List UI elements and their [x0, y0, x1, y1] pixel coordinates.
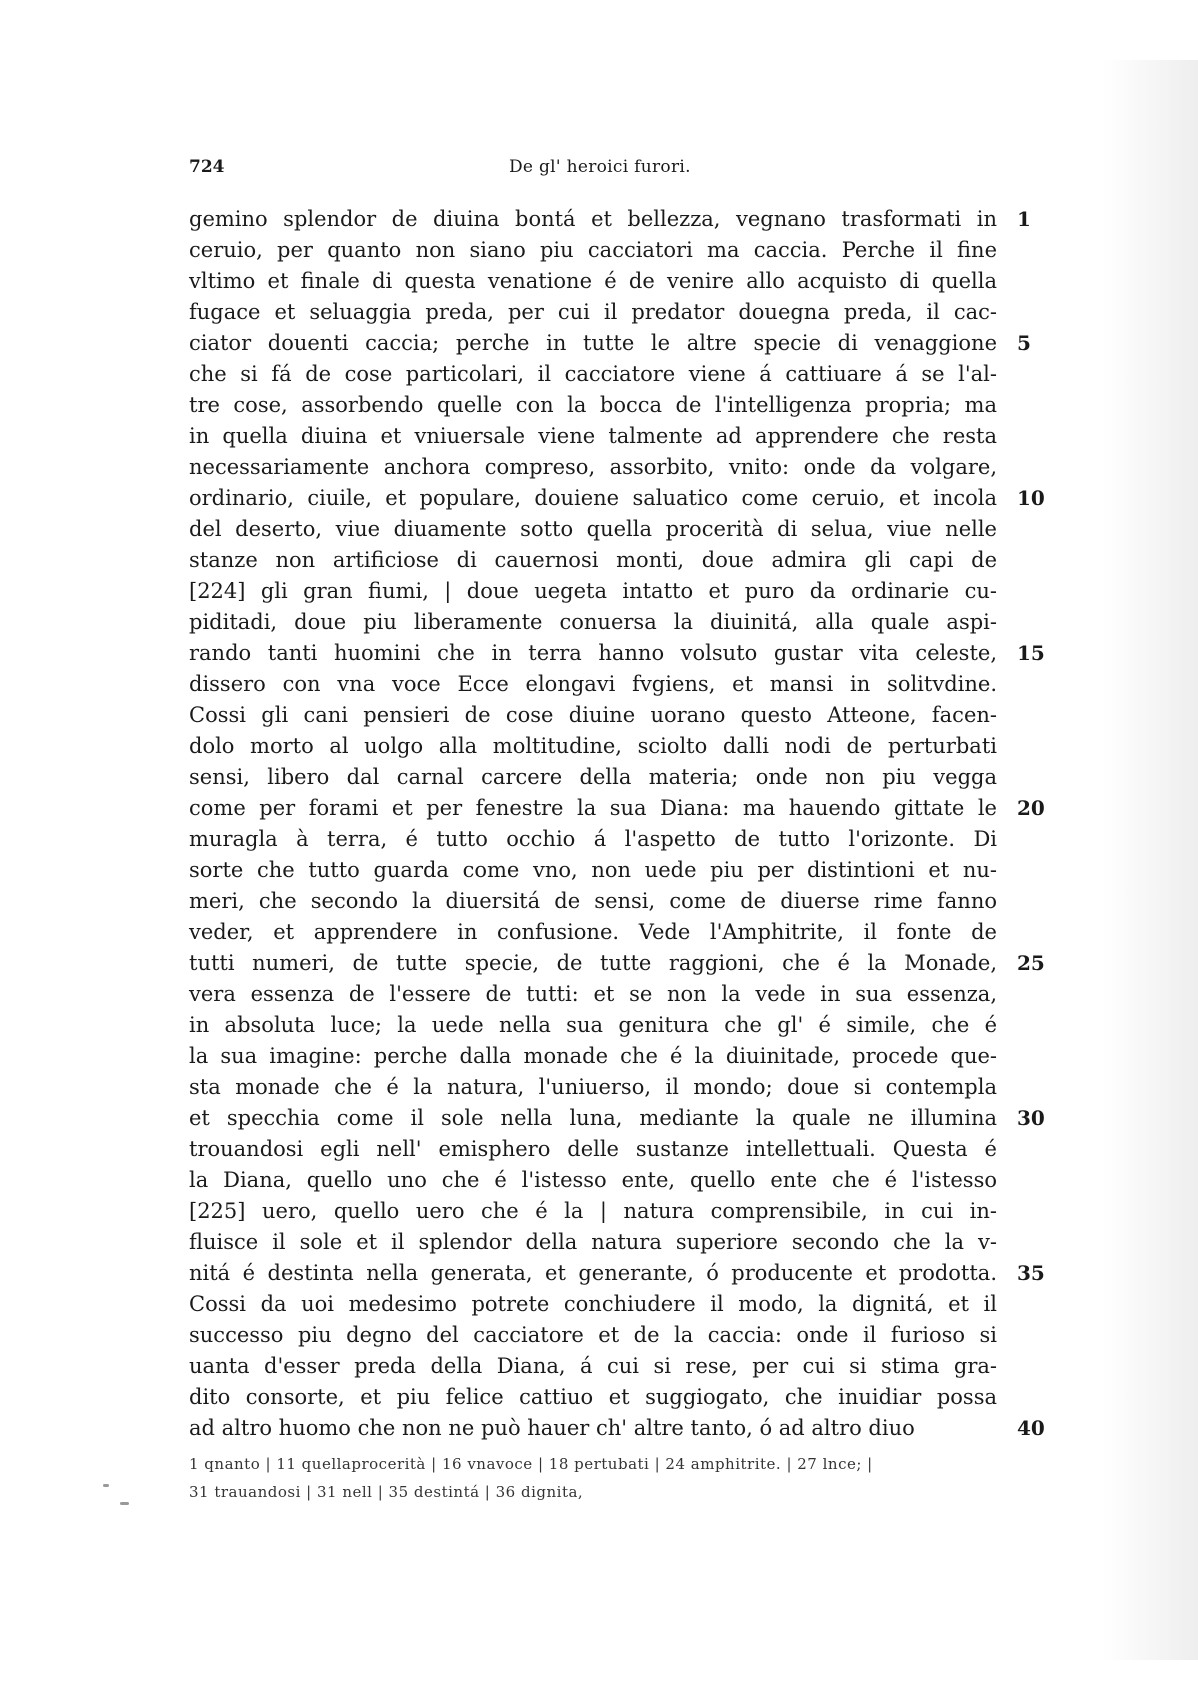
text-line	[189, 514, 997, 545]
text-line	[189, 1072, 997, 1103]
line-text: vera essenza de l'essere de tutti: et se non la vede in sua essenza,	[189, 982, 997, 1006]
line-text: successo piu degno del cacciatore et de la caccia: onde il furioso si	[189, 1323, 997, 1347]
footnote-line: 31 trauandosi | 31 nell | 35 destintá | 36 dignita,	[189, 1483, 584, 1501]
line-number: 30	[1017, 1106, 1045, 1130]
line-text: [224] gli gran fiumi, | doue uegeta intatto et puro da ordinarie cu-	[189, 579, 997, 603]
page-header	[189, 157, 989, 183]
line-number: 40	[1017, 1416, 1045, 1440]
line-text: la Diana, quello uno che é l'istesso ente, quello ente che é l'istesso	[189, 1168, 997, 1192]
text-line	[189, 917, 997, 948]
scan-speck	[120, 1502, 129, 1505]
running-title: De gl' heroici furori.	[509, 157, 691, 177]
line-text: sensi, libero dal carnal carcere della materia; onde non piu vegga	[189, 765, 997, 789]
line-text: veder, et apprendere in confusione. Vede l'Amphitrite, il fonte de	[189, 920, 997, 944]
line-number: 1	[1017, 207, 1031, 231]
text-line	[189, 1196, 997, 1227]
text-line	[189, 607, 997, 638]
line-text: trouandosi egli nell' emisphero delle sustanze intellettuali. Questa é	[189, 1137, 997, 1161]
line-text: tutti numeri, de tutte specie, de tutte raggioni, che é la Monade,	[189, 951, 997, 975]
line-text: tre cose, assorbendo quelle con la bocca de l'intelligenza propria; ma	[189, 393, 997, 417]
text-line	[189, 1320, 997, 1351]
text-line	[189, 731, 997, 762]
text-line	[189, 855, 997, 886]
line-text: uanta d'esser preda della Diana, á cui si rese, per cui si stima gra-	[189, 1354, 997, 1378]
text-line	[189, 1289, 997, 1320]
line-text: ciator douenti caccia; perche in tutte le altre specie di venaggione	[189, 331, 997, 355]
page-number: 724	[189, 157, 225, 177]
text-line	[189, 235, 997, 266]
line-text: muragla à terra, é tutto occhio á l'aspetto de tutto l'orizonte. Di	[189, 827, 997, 851]
line-text: ordinario, ciuile, et populare, douiene saluatico come ceruio, et incola	[189, 486, 997, 510]
line-text: [225] uero, quello uero che é la | natura comprensibile, in cui in-	[189, 1199, 997, 1223]
text-line	[189, 576, 997, 607]
line-text: del deserto, viue diuamente sotto quella procerità di selua, viue nelle	[189, 517, 997, 541]
line-number: 35	[1017, 1261, 1045, 1285]
line-text: fluisce il sole et il splendor della natura superiore secondo che la v-	[189, 1230, 997, 1254]
line-text: meri, che secondo la diuersitá de sensi, come de diuerse rime fanno	[189, 889, 997, 913]
text-line	[189, 700, 997, 731]
text-line	[189, 266, 997, 297]
text-line	[189, 824, 997, 855]
line-text: fugace et seluaggia preda, per cui il predator douegna preda, il cac-	[189, 300, 997, 324]
text-line	[189, 638, 1045, 669]
text-line	[189, 452, 997, 483]
line-text: sorte che tutto guarda come vno, non uede piu per distintioni et nu-	[189, 858, 997, 882]
line-text: piditadi, doue piu liberamente conuersa la diuinitá, alla quale aspi-	[189, 610, 997, 634]
footnote-line: 1 qnanto | 11 quellaprocerità | 16 vnavoce | 18 pertubati | 24 amphitrite. | 27 lnce; |	[189, 1455, 873, 1473]
line-text: necessariamente anchora compreso, assorbito, vnito: onde da volgare,	[189, 455, 997, 479]
body-text	[189, 204, 1045, 1444]
line-text: dito consorte, et piu felice cattiuo et suggiogato, che inuidiar possa	[189, 1385, 997, 1409]
line-text: gemino splendor de diuina bontá et bellezza, vegnano trasformati in	[189, 207, 997, 231]
scan-speck	[103, 1484, 109, 1487]
text-line	[189, 669, 997, 700]
text-line	[189, 390, 997, 421]
text-line	[189, 1413, 1045, 1444]
footnotes	[189, 1450, 997, 1506]
line-text: la sua imagine: perche dalla monade che é la diuinitade, procede que-	[189, 1044, 997, 1068]
text-line	[189, 204, 1031, 235]
text-line	[189, 979, 997, 1010]
text-line	[189, 886, 997, 917]
line-text: Cossi gli cani pensieri de cose diuine uorano questo Atteone, facen-	[189, 703, 997, 727]
text-line	[189, 1103, 1045, 1134]
line-text: nitá é destinta nella generata, et generante, ó producente et prodotta.	[189, 1261, 997, 1285]
text-line	[189, 1382, 997, 1413]
line-text: rando tanti huomini che in terra hanno volsuto gustar vita celeste,	[189, 641, 997, 665]
line-number: 25	[1017, 951, 1045, 975]
line-text: ad altro huomo che non ne può hauer ch' altre tanto, ó ad altro diuo	[189, 1416, 915, 1440]
line-text: et specchia come il sole nella luna, mediante la quale ne illumina	[189, 1106, 997, 1130]
text-line	[189, 1227, 997, 1258]
line-text: come per forami et per fenestre la sua Diana: ma hauendo gittate le	[189, 796, 997, 820]
text-line	[189, 297, 997, 328]
line-text: dissero con vna voce Ecce elongavi fvgiens, et mansi in solitvdine.	[189, 672, 997, 696]
text-line	[189, 1258, 1045, 1289]
line-text: che si fá de cose particolari, il cacciatore viene á cattiuare á se l'al-	[189, 362, 997, 386]
line-text: Cossi da uoi medesimo potrete conchiudere il modo, la dignitá, et il	[189, 1292, 997, 1316]
line-number: 5	[1017, 331, 1031, 355]
text-line	[189, 1134, 997, 1165]
text-line	[189, 545, 997, 576]
text-line	[189, 328, 1031, 359]
text-line	[189, 948, 1045, 979]
text-line	[189, 762, 997, 793]
line-text: vltimo et finale di questa venatione é de venire allo acquisto di quella	[189, 269, 997, 293]
line-number: 10	[1017, 486, 1045, 510]
line-number: 20	[1017, 796, 1045, 820]
line-text: in quella diuina et vniuersale viene talmente ad apprendere che resta	[189, 424, 997, 448]
line-text: stanze non artificiose di cauernosi monti, doue admira gli capi de	[189, 548, 997, 572]
text-line	[189, 1010, 997, 1041]
text-line	[189, 483, 1045, 514]
line-text: dolo morto al uolgo alla moltitudine, sciolto dalli nodi de perturbati	[189, 734, 997, 758]
text-line	[189, 359, 997, 390]
text-line	[189, 1041, 997, 1072]
scan-shadow	[1103, 60, 1198, 1660]
line-number: 15	[1017, 641, 1045, 665]
text-line	[189, 1165, 997, 1196]
line-text: ceruio, per quanto non siano piu cacciatori ma caccia. Perche il fine	[189, 238, 997, 262]
line-text: sta monade che é la natura, l'uniuerso, il mondo; doue si contempla	[189, 1075, 997, 1099]
text-line	[189, 1351, 997, 1382]
text-line	[189, 793, 1045, 824]
text-line	[189, 421, 997, 452]
line-text: in absoluta luce; la uede nella sua genitura che gl' é simile, che é	[189, 1013, 997, 1037]
